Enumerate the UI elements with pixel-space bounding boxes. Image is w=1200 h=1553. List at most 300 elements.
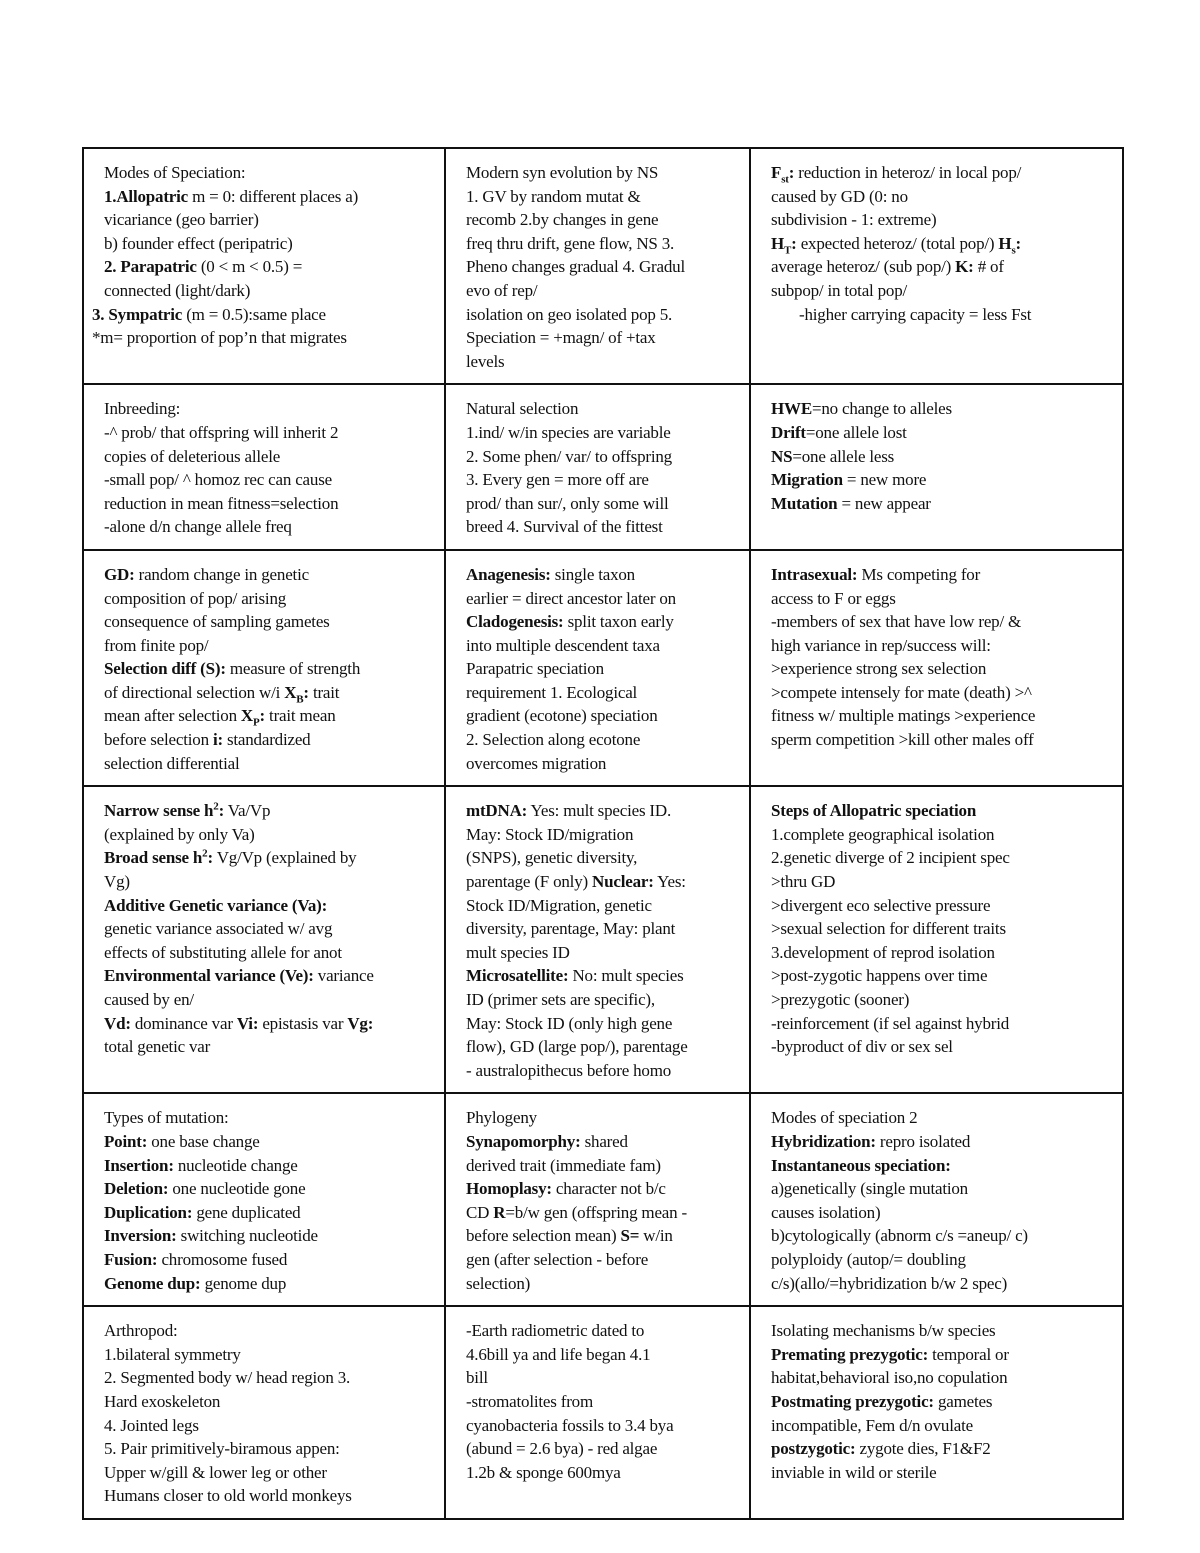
term-label: NS (771, 446, 793, 466)
note-cell (83, 1093, 445, 1306)
note-text: split taxon early (563, 612, 674, 632)
note-line (466, 610, 739, 634)
note-cell (445, 1093, 750, 1306)
note-text: 2. Some phen/ var/ to offspring (466, 446, 672, 466)
note-line (104, 468, 434, 492)
note-line (466, 161, 739, 185)
note-line (466, 1414, 739, 1438)
note-line (466, 1319, 739, 1343)
note-line (466, 279, 739, 303)
note-text: 4.6bill ya and life began 4.1 (466, 1344, 651, 1364)
note-text: breed 4. Survival of the fittest (466, 517, 663, 537)
term-label: Additive Genetic variance (Va): (104, 895, 328, 915)
note-text: vicariance (geo barrier) (104, 210, 259, 230)
note-text: CD (466, 1202, 494, 1222)
note-text: Va/Vp (224, 801, 271, 821)
note-text: total genetic var (104, 1037, 211, 1057)
term-label: 1. (104, 186, 117, 206)
note-line (771, 964, 1112, 988)
note-text: >prezygotic (sooner) (771, 990, 910, 1009)
note-line (771, 1366, 1112, 1390)
note-line (771, 1106, 1112, 1130)
term-label: st (781, 173, 789, 186)
note-line (104, 634, 434, 658)
note-text: polyploidy (autop/= doubling (771, 1249, 966, 1269)
term-label: Narrow sense h (104, 801, 214, 821)
note-text: mult species ID (466, 942, 570, 962)
note-text: reduction in heteroz/ in local pop/ (798, 163, 1022, 182)
note-text: inviable in wild or sterile (771, 1462, 937, 1482)
note-line (104, 1272, 434, 1296)
note-line (771, 279, 1112, 303)
note-text: sperm competition >kill other males off (771, 730, 1034, 750)
note-text: Yes: mult species ID. (527, 801, 672, 821)
term-label: Broad sense h (104, 848, 203, 868)
note-cell (750, 148, 1123, 384)
note-text: levels (466, 351, 505, 371)
term-label: : (207, 848, 213, 868)
note-line (104, 587, 434, 611)
note-text: >post-zygotic happens over time (771, 966, 988, 986)
note-line (466, 1224, 739, 1248)
note-line (771, 988, 1112, 1012)
note-line (104, 515, 434, 539)
note-text: 4. Jointed legs (104, 1415, 199, 1435)
term-label: Insertion: (104, 1155, 174, 1175)
term-label: H (771, 233, 785, 253)
note-line (771, 1437, 1112, 1461)
study-notes-table (82, 147, 1124, 1520)
note-text: prod/ than sur/, only some will (466, 493, 669, 513)
note-line (104, 941, 434, 965)
note-text: zygote dies, F1&F2 (855, 1439, 991, 1459)
note-text: caused by en/ (104, 990, 194, 1009)
note-text: freq thru drift, gene flow, NS 3. (466, 233, 675, 253)
note-text: -small pop/ ^ homoz rec can cause (104, 470, 332, 490)
note-text: subpop/ in total pop/ (771, 280, 908, 300)
note-text: -higher carrying capacity = less Fst (799, 304, 1032, 324)
note-line (104, 894, 434, 918)
note-text: trait mean (265, 706, 336, 726)
note-text: earlier = direct ancestor later on (466, 588, 676, 608)
note-line (92, 303, 434, 327)
note-text: one base change (147, 1131, 260, 1151)
note-text: gen (after selection - before (466, 1249, 649, 1269)
note-line (466, 1154, 739, 1178)
note-line (104, 1343, 434, 1367)
note-line (104, 917, 434, 941)
note-line (104, 1390, 434, 1414)
note-cell (750, 384, 1123, 550)
note-line (104, 1484, 434, 1508)
note-text: Hard exoskeleton (104, 1391, 221, 1411)
term-label: : (788, 163, 799, 182)
note-text: -byproduct of div or sex sel (771, 1037, 953, 1057)
note-text: shared (580, 1131, 628, 1151)
table-row (83, 1093, 1123, 1306)
note-line (104, 657, 434, 681)
note-text: derived trait (immediate fam) (466, 1155, 661, 1175)
term-label: Allopatric (116, 186, 189, 206)
note-text: causes isolation) (771, 1202, 881, 1222)
note-cell (445, 384, 750, 550)
term-label: S= (620, 1226, 640, 1246)
note-text: =one allele lost (805, 422, 907, 442)
note-text: -reinforcement (if sel against hybrid (771, 1013, 1010, 1033)
note-line (104, 397, 434, 421)
note-text: (SNPS), genetic diversity, (466, 848, 638, 868)
note-cell (83, 384, 445, 550)
note-text: habitat,behavioral iso,no copulation (771, 1368, 1008, 1388)
note-text: genome dup (200, 1273, 287, 1293)
note-text: single taxon (550, 564, 635, 584)
note-line (771, 1343, 1112, 1367)
term-label: Environmental variance (Ve): (104, 966, 314, 986)
term-label: Postmating prezygotic: (771, 1391, 934, 1411)
note-text: ID (primer sets are specific), (466, 990, 655, 1009)
note-text: Types of mutation: (104, 1108, 229, 1128)
table-row (83, 148, 1123, 384)
term-label: 2 (213, 800, 219, 813)
note-line (466, 704, 739, 728)
note-line (466, 964, 739, 988)
note-text: # of (973, 257, 1004, 277)
note-cell (83, 786, 445, 1093)
note-line (104, 870, 434, 894)
note-line (104, 1106, 434, 1130)
note-text: before selection mean) (466, 1226, 621, 1246)
note-text: >sexual selection for different traits (771, 919, 1006, 939)
note-line (104, 563, 434, 587)
term-label: P (253, 716, 260, 729)
note-line (104, 1154, 434, 1178)
note-text: 1.ind/ w/in species are variable (466, 422, 671, 442)
term-label: Instantaneous speciation: (771, 1155, 951, 1175)
note-line (104, 161, 434, 185)
term-label: Steps of Allopatric speciation (771, 801, 977, 821)
note-text: 2. Selection along ecotone (466, 730, 641, 750)
note-line (771, 563, 1112, 587)
note-line (466, 1461, 739, 1485)
note-cell (83, 550, 445, 786)
term-label: : (1015, 233, 1021, 253)
note-text: = new appear (837, 493, 931, 513)
note-line (104, 1319, 434, 1343)
note-line (104, 232, 434, 256)
note-text: caused by GD (0: no (771, 186, 908, 206)
note-text: genetic variance associated w/ avg (104, 919, 333, 939)
note-line (466, 917, 739, 941)
note-text: Inbreeding: (104, 399, 181, 419)
note-text: Humans closer to old world monkeys (104, 1486, 352, 1506)
note-text: mean after selection (104, 706, 241, 726)
note-line (104, 1035, 434, 1059)
note-text: 1. GV by random mutat & (466, 186, 641, 206)
note-line (771, 610, 1112, 634)
term-label: X (284, 682, 297, 702)
note-line (771, 1319, 1112, 1343)
note-text: Vg/Vp (explained by (212, 848, 357, 868)
note-text: evo of rep/ (466, 280, 538, 300)
note-line (104, 1012, 434, 1036)
note-line (104, 1177, 434, 1201)
note-line (466, 303, 739, 327)
note-line (771, 421, 1112, 445)
term-label: Fusion: (104, 1249, 158, 1269)
note-line (104, 728, 434, 752)
note-text: >divergent eco selective pressure (771, 895, 991, 915)
note-text: nucleotide change (173, 1155, 298, 1175)
note-cell (445, 550, 750, 786)
note-line (771, 161, 1112, 185)
note-text: No: mult species (568, 966, 684, 986)
note-cell (445, 1306, 750, 1519)
note-line (466, 941, 739, 965)
term-label: R (493, 1202, 506, 1222)
term-label: Genome dup: (104, 1273, 201, 1293)
note-cell (83, 1306, 445, 1519)
note-text: character not b/c (551, 1179, 666, 1199)
note-text: before selection (104, 730, 213, 750)
term-label: : (259, 706, 265, 726)
note-line (771, 208, 1112, 232)
note-text: isolation on geo isolated pop 5. (466, 304, 673, 324)
note-line (466, 492, 739, 516)
term-label: 3. Sympatric (92, 304, 183, 324)
note-line (771, 941, 1112, 965)
note-line (104, 1437, 434, 1461)
term-label: Microsatellite: (466, 966, 569, 986)
note-text: 1.bilateral symmetry (104, 1344, 241, 1364)
note-line (466, 563, 739, 587)
term-label: Homoplasy: (466, 1179, 552, 1199)
note-line (466, 988, 739, 1012)
note-text: =no change to alleles (811, 399, 952, 419)
term-label: Inversion: (104, 1226, 177, 1246)
note-text: w/in (639, 1226, 673, 1246)
note-text: temporal or (928, 1344, 1009, 1364)
note-text: (m = 0.5):same place (182, 304, 326, 324)
note-text: flow), GD (large pop/), parentage (466, 1037, 688, 1057)
note-text: requirement 1. Ecological (466, 682, 638, 702)
note-text: (abund = 2.6 bya) - red algae (466, 1439, 658, 1459)
term-label: GD: (104, 564, 135, 584)
note-line (771, 492, 1112, 516)
note-line (771, 1201, 1112, 1225)
note-line (466, 1059, 739, 1083)
note-line (104, 610, 434, 634)
note-cell (750, 1306, 1123, 1519)
note-line (104, 823, 434, 847)
note-line (92, 326, 434, 350)
note-line (771, 397, 1112, 421)
table-row (83, 1306, 1123, 1519)
note-line (104, 1461, 434, 1485)
note-text: (explained by only Va) (104, 824, 255, 844)
term-label: Cladogenesis: (466, 612, 564, 632)
note-line (466, 255, 739, 279)
note-line (771, 634, 1112, 658)
term-label: H (998, 233, 1012, 253)
note-line (466, 894, 739, 918)
term-label: Anagenesis: (466, 564, 551, 584)
note-text: switching nucleotide (176, 1226, 318, 1246)
note-text: -Earth radiometric dated to (466, 1321, 645, 1341)
note-line (771, 917, 1112, 941)
note-text: Modern syn evolution by NS (466, 163, 659, 182)
note-line (104, 1201, 434, 1225)
note-text: high variance in rep/success will: (771, 635, 991, 655)
note-line (466, 515, 739, 539)
note-text: =one allele less (792, 446, 895, 466)
note-text: cyanobacteria fossils to 3.4 bya (466, 1415, 674, 1435)
term-label: : (303, 682, 309, 702)
note-line (771, 728, 1112, 752)
note-line (104, 1366, 434, 1390)
term-label: Premating prezygotic: (771, 1344, 929, 1364)
note-text: Modes of Speciation: (104, 163, 246, 182)
note-text: 1.2b & sponge 600mya (466, 1462, 621, 1482)
term-label: Mutation (771, 493, 838, 513)
note-text: >thru GD (771, 872, 836, 892)
note-text: 5. Pair primitively-biramous appen: (104, 1439, 340, 1459)
note-text: Stock ID/Migration, genetic (466, 895, 652, 915)
note-text: >experience strong sex selection (771, 659, 987, 679)
note-text: 2. Segmented body w/ head region 3. (104, 1368, 351, 1388)
note-line (771, 681, 1112, 705)
note-text: Parapatric speciation (466, 659, 604, 679)
term-label: Intrasexual: (771, 564, 858, 584)
note-text: chromosome fused (157, 1249, 288, 1269)
note-text: 1.complete geographical isolation (771, 824, 995, 844)
note-text: Ms competing for (857, 564, 981, 584)
note-text: overcomes migration (466, 753, 607, 773)
term-label: mtDNA: (466, 801, 528, 821)
note-text: >compete intensely for mate (death) >^ (771, 682, 1032, 702)
note-text: gametes (933, 1391, 993, 1411)
note-text: = new more (842, 470, 927, 490)
note-line (466, 397, 739, 421)
term-label: : (218, 801, 225, 821)
note-line (466, 445, 739, 469)
note-line (771, 1130, 1112, 1154)
term-label: 2 (202, 847, 208, 860)
note-text: random change in genetic (134, 564, 309, 584)
note-line (104, 255, 434, 279)
note-text: -alone d/n change allele freq (104, 517, 292, 537)
note-text: fitness w/ multiple matings >experience (771, 706, 1036, 726)
note-text: Yes: (653, 872, 686, 892)
note-text: May: Stock ID (only high gene (466, 1013, 673, 1033)
term-label: Nuclear: (592, 872, 654, 892)
note-line (104, 704, 434, 728)
note-line (466, 326, 739, 350)
note-text: Speciation = +magn/ of +tax (466, 328, 656, 348)
note-text: 2.genetic diverge of 2 incipient spec (771, 848, 1010, 868)
note-text: repro isolated (875, 1131, 971, 1151)
note-text: gene duplicated (192, 1202, 301, 1222)
note-text: gradient (ecotone) speciation (466, 706, 658, 726)
note-text: selection differential (104, 753, 240, 773)
note-line (466, 232, 739, 256)
note-line (466, 1106, 739, 1130)
note-line (466, 799, 739, 823)
note-text: m = 0: (188, 186, 240, 206)
note-text: Upper w/gill & lower leg or other (104, 1462, 327, 1482)
note-text: -^ prob/ that offspring will inherit 2 (104, 422, 339, 442)
note-line (466, 587, 739, 611)
note-text: from finite pop/ (104, 635, 209, 655)
note-line (466, 208, 739, 232)
term-label: HWE (771, 399, 812, 419)
note-line (771, 846, 1112, 870)
note-line (466, 185, 739, 209)
note-text: -members of sex that have low rep/ & (771, 612, 1022, 632)
note-line (771, 823, 1112, 847)
table-row (83, 384, 1123, 550)
note-line (466, 823, 739, 847)
note-text: reduction in mean fitness=selection (104, 493, 339, 513)
term-label: B (296, 693, 304, 706)
note-text: 3. Every gen = more off are (466, 470, 649, 490)
note-text: b) founder effect (peripatric) (104, 233, 293, 253)
note-line (466, 1130, 739, 1154)
note-line (771, 870, 1112, 894)
note-line (771, 1414, 1112, 1438)
note-text: May: Stock ID/migration (466, 824, 634, 844)
term-label: Deletion: (104, 1179, 169, 1199)
note-text: parentage (F only) (466, 872, 593, 892)
note-line (771, 894, 1112, 918)
note-line (104, 279, 434, 303)
note-cell (445, 786, 750, 1093)
term-label: F (771, 163, 782, 182)
note-text: effects of substituting allele for anot (104, 942, 342, 962)
note-line (466, 657, 739, 681)
note-text: epistasis var (258, 1013, 348, 1033)
note-text: -stromatolites from (466, 1391, 593, 1411)
note-line (771, 1035, 1112, 1059)
note-text: different places a) (239, 186, 359, 206)
note-line (104, 208, 434, 232)
note-line (466, 1012, 739, 1036)
note-line (466, 1366, 739, 1390)
note-line (466, 1035, 739, 1059)
note-text: incompatible, Fem d/n ovulate (771, 1415, 973, 1435)
note-text: standardized (222, 730, 311, 750)
note-text: trait (308, 682, 340, 702)
note-text: =b/w gen (offspring mean - (505, 1202, 687, 1222)
note-text: Modes of speciation 2 (771, 1108, 918, 1128)
note-line (466, 1343, 739, 1367)
note-text: Arthropod: (104, 1321, 178, 1341)
note-line (466, 752, 739, 776)
note-line (466, 870, 739, 894)
term-label: Vi: (236, 1013, 259, 1033)
note-text: expected heteroz/ (total pop/) (796, 233, 999, 253)
note-line (104, 421, 434, 445)
note-text: dominance var (130, 1013, 237, 1033)
note-line (466, 1437, 739, 1461)
term-label: Duplication: (104, 1202, 193, 1222)
term-label: Synapomorphy: (466, 1131, 581, 1151)
note-line (466, 1201, 739, 1225)
note-line (104, 799, 434, 823)
term-label: s (1011, 244, 1016, 257)
note-line (771, 445, 1112, 469)
note-line (771, 232, 1112, 256)
note-text: recomb 2.by changes in gene (466, 210, 659, 230)
